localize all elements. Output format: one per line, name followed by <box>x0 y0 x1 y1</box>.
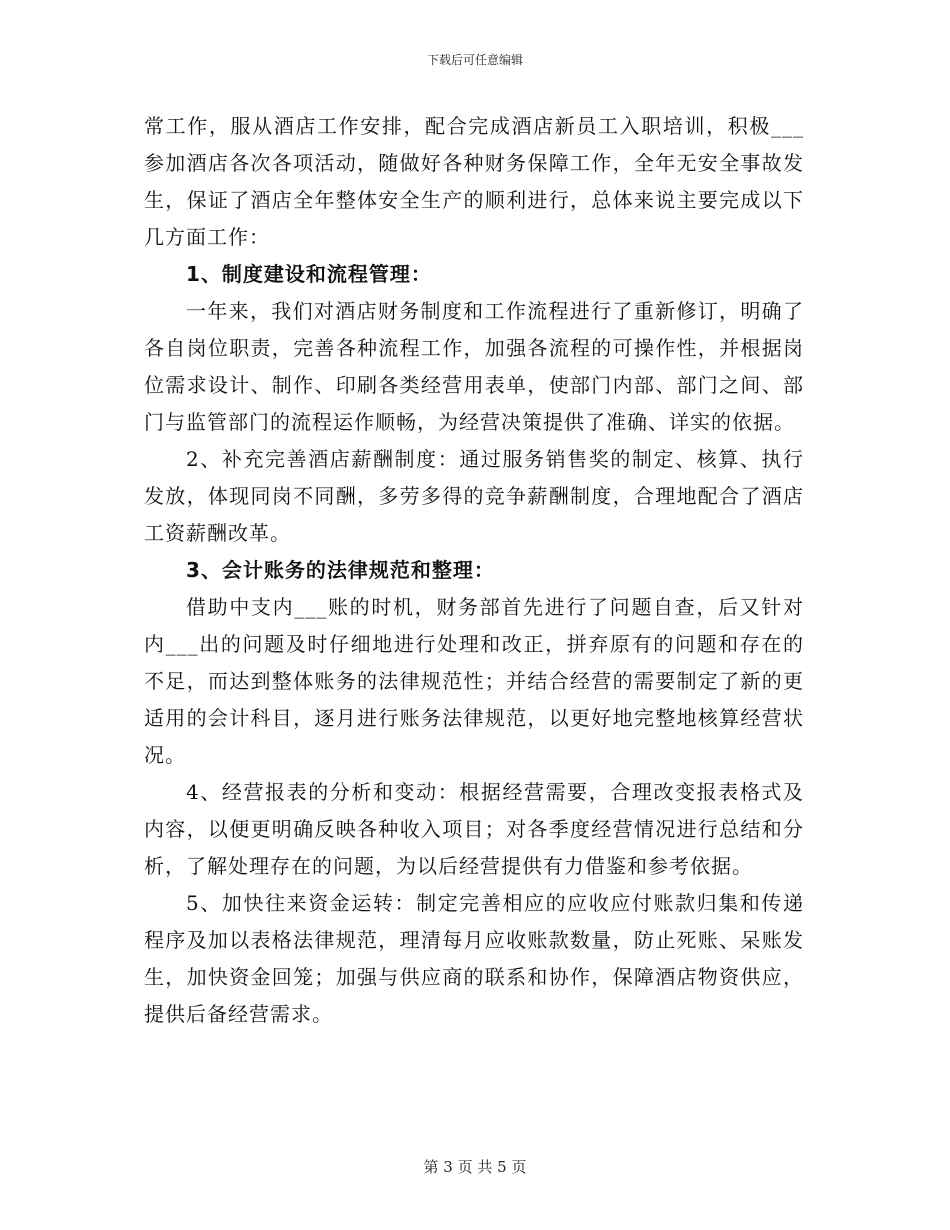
paragraph-accounting-norms: 借助中支内___账的时机，财务部首先进行了问题自查，后又针对内___出的问题及时仔细地进行处理和改正，拼弃原有的问题和存在的不足，而达到整体账务的法律规范性；并结合经营的需要制定了新的更适用的会计科目，逐月进行账务法律规范，以更好地完整地核算经营状况。 <box>144 595 804 767</box>
paragraph-fund-turnover: 5、加快往来资金运转：制定完善相应的应收应付账款归集和传递程序及加以表格法律规范，理清每月应收账款数量，防止死账、呆账发生，加快资金回笼；加强与供应商的联系和协作，保障酒店物资供应，提供后备经营需求。 <box>144 891 804 1026</box>
page-header: 下载后可任意编辑 <box>426 53 523 67</box>
section-heading-1: 1、制度建设和流程管理： <box>186 262 432 286</box>
section-heading-3: 3、会计账务的法律规范和整理： <box>186 558 495 582</box>
paragraph-intro-continuation: 常工作，服从酒店工作安排，配合完成酒店新员工入职培训，积极___参加酒店各次各项活动，随做好各种财务保障工作，全年无安全事故发生，保证了酒店全年整体安全生产的顺利进行，总体来说主要完成以下几方面工作： <box>144 114 804 249</box>
paragraph-salary-system: 2、补充完善酒店薪酬制度：通过服务销售奖的制定、核算、执行发放，体现同岗不同酬，多劳多得的竞争薪酬制度，合理地配合了酒店工资薪酬改革。 <box>144 447 804 545</box>
paragraph-report-analysis: 4、经营报表的分析和变动：根据经营需要，合理改变报表格式及内容，以便更明确反映各种收入项目；对各季度经营情况进行总结和分析，了解处理存在的问题，为以后经营提供有力借鉴和参考依据。 <box>144 780 804 878</box>
document-body <box>144 108 804 1033</box>
paragraph-system-building: 一年来，我们对酒店财务制度和工作流程进行了重新修订，明确了各自岗位职责，完善各种流程工作，加强各流程的可操作性，并根据岗位需求设计、制作、印刷各类经营用表单，使部门内部、部门之间、部门与监管部门的流程运作顺畅，为经营决策提供了准确、详实的依据。 <box>144 299 804 434</box>
page-footer: 第 3 页 共 5 页 <box>423 1158 527 1176</box>
